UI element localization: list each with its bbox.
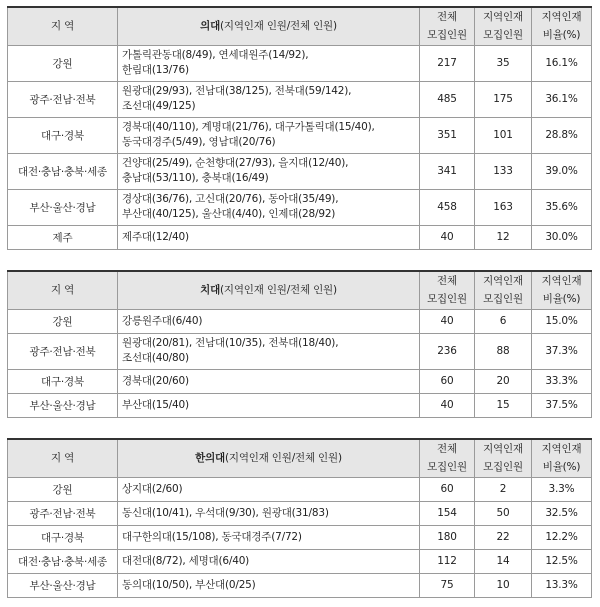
region-header: 지 역 [8,439,118,477]
ratio-cell: 32.5% [532,501,592,525]
ratio-cell: 37.5% [532,393,592,417]
region-cell: 부산·울산·경남 [8,393,118,417]
region-cell: 대구·경북 [8,525,118,549]
regional-cell: 10 [475,573,532,597]
total-header: 전체 모집인원 [420,439,475,477]
table-row [8,153,592,189]
ratio-cell: 28.8% [532,117,592,153]
university-header: 치대(지역인재 인원/전체 인원) [118,271,420,309]
universities-cell: 경북대(40/110), 계명대(21/76), 대구가톨릭대(15/40), 동국대경주(5/49), 영남대(20/76) [118,117,420,153]
universities-cell: 제주대(12/40) [118,225,420,249]
university-header: 의대(지역인재 인원/전체 인원) [118,7,420,45]
ratio-cell: 35.6% [532,189,592,225]
ratio-cell: 16.1% [532,45,592,81]
universities-cell: 경북대(20/60) [118,369,420,393]
table-row [8,81,592,117]
universities-cell: 동의대(10/50), 부산대(0/25) [118,573,420,597]
total-cell: 341 [420,153,475,189]
region-cell: 부산·울산·경남 [8,573,118,597]
region-cell: 제주 [8,225,118,249]
region-cell: 강원 [8,309,118,333]
table-row [8,333,592,369]
total-header: 전체 모집인원 [420,7,475,45]
universities-cell: 원광대(29/93), 전남대(38/125), 전북대(59/142), 조선대(49/125) [118,81,420,117]
regional-cell: 163 [475,189,532,225]
universities-cell: 부산대(15/40) [118,393,420,417]
regional-cell: 50 [475,501,532,525]
total-cell: 485 [420,81,475,117]
total-cell: 40 [420,393,475,417]
ratio-cell: 15.0% [532,309,592,333]
total-header: 전체 모집인원 [420,271,475,309]
table-row [8,549,592,573]
region-cell: 강원 [8,45,118,81]
universities-cell: 대구한의대(15/108), 동국대경주(7/72) [118,525,420,549]
ratio-header: 지역인재 비율(%) [532,7,592,45]
regional-cell: 101 [475,117,532,153]
ratio-cell: 3.3% [532,477,592,501]
universities-cell: 가톨릭관동대(8/49), 연세대원주(14/92), 한림대(13/76) [118,45,420,81]
table-row [8,45,592,81]
regional-cell: 133 [475,153,532,189]
total-cell: 351 [420,117,475,153]
table-row [8,573,592,597]
regional-cell: 88 [475,333,532,369]
regional-cell: 35 [475,45,532,81]
region-cell: 부산·울산·경남 [8,189,118,225]
region-cell: 대전·충남·충북·세종 [8,153,118,189]
universities-cell: 강릉원주대(6/40) [118,309,420,333]
total-cell: 458 [420,189,475,225]
total-cell: 60 [420,477,475,501]
universities-cell: 동신대(10/41), 우석대(9/30), 원광대(31/83) [118,501,420,525]
ratio-cell: 12.2% [532,525,592,549]
medical-school-table [7,6,592,250]
ratio-header: 지역인재 비율(%) [532,271,592,309]
table-row [8,309,592,333]
total-cell: 40 [420,225,475,249]
regional-cell: 14 [475,549,532,573]
regional-cell: 175 [475,81,532,117]
dental-school-table [7,270,592,418]
total-cell: 112 [420,549,475,573]
regional-cell: 2 [475,477,532,501]
table-row [8,393,592,417]
ratio-cell: 37.3% [532,333,592,369]
total-cell: 217 [420,45,475,81]
universities-cell: 원광대(20/81), 전남대(10/35), 전북대(18/40), 조선대(40/80) [118,333,420,369]
ratio-cell: 30.0% [532,225,592,249]
region-cell: 대구·경북 [8,117,118,153]
region-cell: 강원 [8,477,118,501]
university-header: 한의대(지역인재 인원/전체 인원) [118,439,420,477]
regional-header: 지역인재 모집인원 [475,439,532,477]
ratio-cell: 12.5% [532,549,592,573]
ratio-cell: 13.3% [532,573,592,597]
regional-cell: 12 [475,225,532,249]
universities-cell: 경상대(36/76), 고신대(20/76), 동아대(35/49), 부산대(40/125), 울산대(4/40), 인제대(28/92) [118,189,420,225]
region-cell: 광주·전남·전북 [8,501,118,525]
table-row [8,525,592,549]
region-cell: 광주·전남·전북 [8,81,118,117]
region-cell: 광주·전남·전북 [8,333,118,369]
total-cell: 60 [420,369,475,393]
table-header-row [8,271,592,309]
regional-cell: 20 [475,369,532,393]
ratio-header: 지역인재 비율(%) [532,439,592,477]
ratio-cell: 33.3% [532,369,592,393]
region-cell: 대구·경북 [8,369,118,393]
oriental-medicine-school-table [7,438,592,598]
regional-cell: 6 [475,309,532,333]
regional-header: 지역인재 모집인원 [475,271,532,309]
total-cell: 40 [420,309,475,333]
table-row [8,225,592,249]
regional-cell: 22 [475,525,532,549]
ratio-cell: 39.0% [532,153,592,189]
total-cell: 75 [420,573,475,597]
table-header-row [8,439,592,477]
region-cell: 대전·충남·충북·세종 [8,549,118,573]
table-row [8,477,592,501]
universities-cell: 상지대(2/60) [118,477,420,501]
total-cell: 154 [420,501,475,525]
regional-cell: 15 [475,393,532,417]
universities-cell: 대전대(8/72), 세명대(6/40) [118,549,420,573]
table-row [8,501,592,525]
region-header: 지 역 [8,271,118,309]
regional-header: 지역인재 모집인원 [475,7,532,45]
total-cell: 236 [420,333,475,369]
table-row [8,189,592,225]
total-cell: 180 [420,525,475,549]
table-header-row [8,7,592,45]
region-header: 지 역 [8,7,118,45]
table-row [8,117,592,153]
table-row [8,369,592,393]
universities-cell: 건양대(25/49), 순천향대(27/93), 을지대(12/40), 충남대(53/110), 충북대(16/49) [118,153,420,189]
ratio-cell: 36.1% [532,81,592,117]
